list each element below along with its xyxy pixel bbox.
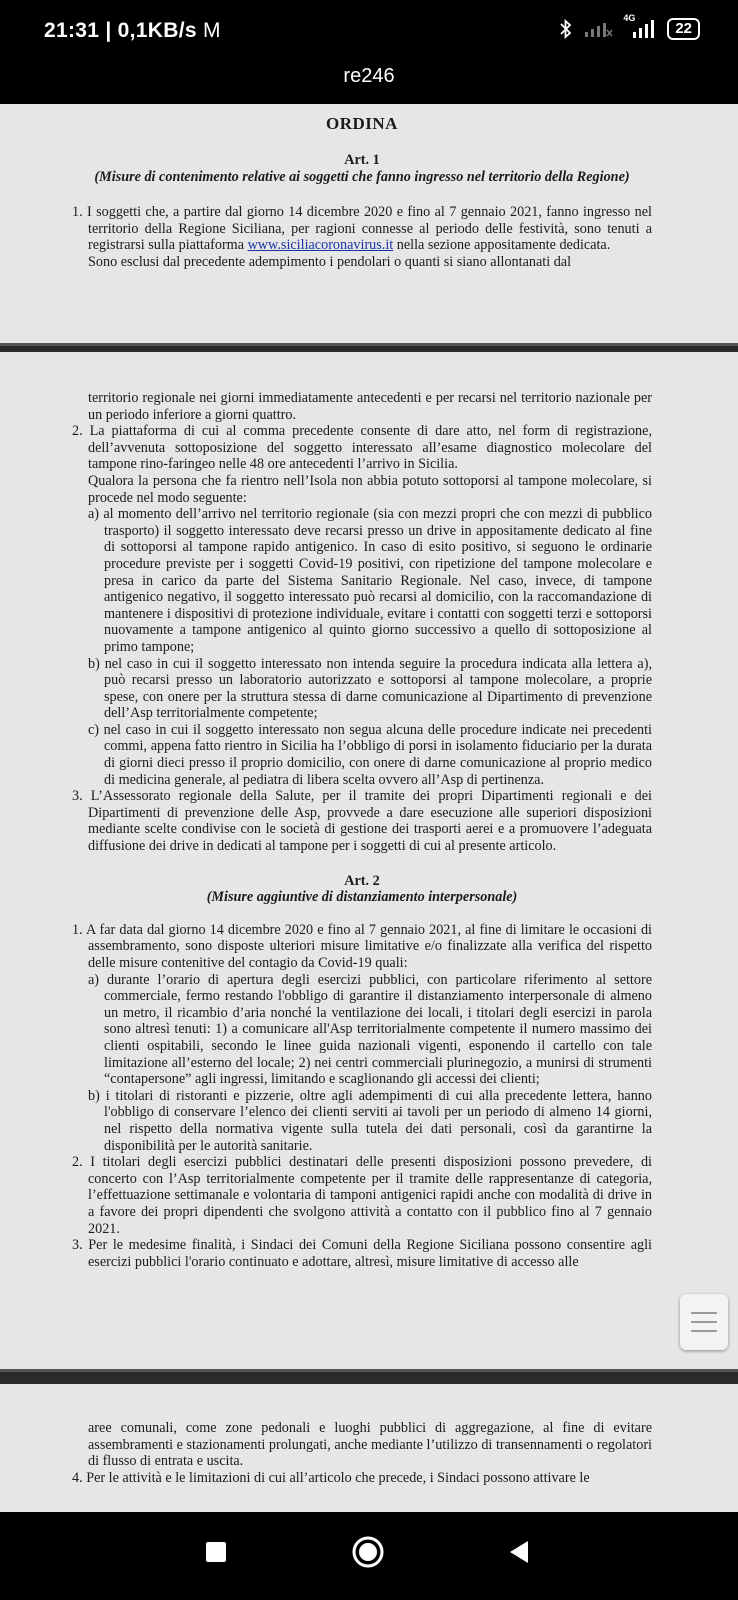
article-2-paragraph-4: 4. Per le attività e le limitazioni di cui all’articolo che precede, i Sindaci possono attivare le xyxy=(72,1469,590,1486)
bluetooth-icon xyxy=(559,19,573,39)
page-heading: ORDINA xyxy=(326,114,398,133)
paragraph-text-pre: 1. I soggetti che, a partire dal giorno 14 dicembre 2020 e fino al 7 gennaio 2021, fanno ingresso nel territorio della Regione Siciliana, per ragioni connesse al periodo delle festività, sono tenuti a registrarsi sulla piattaforma xyxy=(72,204,652,254)
menu-button[interactable] xyxy=(680,1294,728,1350)
article-2-paragraph-3: 3. Per le medesime finalità, i Sindaci dei Comuni della Regione Siciliana possono consentire agli esercizi pubblici l'orario continuato e adottare, altresì, misure limitative di accesso alle xyxy=(72,1237,652,1270)
home-icon[interactable] xyxy=(348,1532,388,1572)
net-label: 4G xyxy=(623,13,636,23)
continued-text: aree comunali, come zone pedonali e luoghi pubblici di aggregazione, al fine di evitare assembramenti e stazionamenti prolungati, anche mediante l’utilizzo di transennamenti o regolatori di flusso di entrata e uscita. xyxy=(88,1420,652,1470)
article-2-list-item-b: b) i titolari di ristoranti e pizzerie, oltre agli adempimenti di cui alla precedente lettera, hanno l'obbligo di conservare l’elenco dei clienti serviti ai tavoli per un periodo di almeno 14 giorni, nel rispetto della normativa vigente sulla tutela dei dati personali, così da garantirne la disponibilità per le autorità sanitarie. xyxy=(88,1087,652,1154)
mail-icon: M xyxy=(202,19,221,42)
status-left xyxy=(44,19,221,43)
article-2-label: Art. 2 xyxy=(344,872,380,889)
paragraph-text-post: nella sezione appositamente dedicata. xyxy=(393,237,611,254)
article-2-list-item-a: a) durante l’orario di apertura degli esercizi pubblici, con particolare riferimento al settore commerciale, fermo restando l'obbligo di garantire il distanziamento interpersonale di almeno un metro, il ricambio d’aria nonché la ventilazione dei locali, i titolari degli esercizi in parola sono altresì tenuti: 1) a comunicare all'Asp territorialmente competente il numero massimo dei clienti ospitabili, secondo le linee guida nazionali vigenti, esponendo il cartello con tale limitazione all’esterno del locale; 2) nei centri commerciali plurinegozio, a munirsi di strumenti “contapersone” agli ingressi, limitando e scaglionando gli accessi dei clienti; xyxy=(88,971,652,1088)
list-item-c: c) nel caso in cui il soggetto interessato non segua alcuna delle procedure indicate nei precedenti commi, appena fatto rientro in Sicilia ha l’obbligo di porsi in isolamento fiduciario per la durata di giorni dieci presso il proprio domicilio, con onere di darne comunicazione al proprio medico di medicina generale, al pediatra di libera scelta ovvero all’Asp di pertinenza. xyxy=(88,721,652,788)
paragraph-text-b: Sono esclusi dal precedente adempimento i pendolari o quanti si siano allontanati dal xyxy=(88,253,572,270)
list-item-a: a) al momento dell’arrivo nel territorio regionale (sia con mezzi propri che con mezzi di pubblico trasporto) il soggetto interessato deve recarsi presso un drive in appositamente dedicato al fine di sottoporsi al tampone rapido antigenico. In caso di esito positivo, si seguono le ordinarie procedure previste per i soggetti Covid-19 positivi, con ripetizione del tampone molecolare e presa in carico da parte del Sistema Sanitario Regionale. Nel caso, invece, di tampone antigenico negativo, il soggetto interessato può recarsi al domicilio, con la raccomandazione di mantenere i dispositivi di protezione individuale, evitare i contatti con soggetti terzi e sottoporsi nuovamente a tampone antigenico al quinto giorno successivo a quello di sottoposizione al primo tampone; xyxy=(88,506,652,655)
menu-line xyxy=(691,1330,717,1332)
article-1-paragraph-2b: Qualora la persona che fa rientro nell’Isola non abbia potuto sottoporsi al tampone molecolare, si procede nel modo seguente: xyxy=(88,472,652,506)
article-2-paragraph-1: 1. A far data dal giorno 14 dicembre 2020 e fino al 7 gennaio 2021, al fine di limitare le occasioni di assembramento, sono disposte ulteriori misure limitative e/o finalizzate alla verifica del rispetto delle misure contenitive del contagio da Covid-19 quali: xyxy=(72,921,652,971)
article-2-paragraph-2: 2. I titolari degli esercizi pubblici destinatari delle presenti disposizioni possono prevedere, di concerto con l’Asp territorialmente competente per il tramite delle rappresentanze di categoria, l’effettuazione settimanale e volontaria di tamponi antigenici rapidi anche con modalità di drive in a favore dei propri dipendenti che svolgono attività a contatto con il pubblico fino al 7 gennaio 2021. xyxy=(72,1154,652,1237)
page-3-body xyxy=(72,1420,652,1486)
pdf-viewer[interactable] xyxy=(0,104,738,1512)
status-bar xyxy=(0,0,738,62)
paragraph-text xyxy=(72,204,652,254)
pdf-page-1 xyxy=(0,104,738,346)
article-1-subtitle: (Misure di contenimento relative ai soggetti che fanno ingresso nel territorio della Regione) xyxy=(94,169,630,185)
continued-text: territorio regionale nei giorni immediatamente antecedenti e per recarsi nel territorio nazionale per un periodo inferiore a giorni quattro. xyxy=(88,390,652,423)
status-time: 21:31 xyxy=(44,19,100,42)
back-icon[interactable] xyxy=(500,1532,540,1572)
document-title: re246 xyxy=(0,62,738,104)
article-2-subtitle: (Misure aggiuntive di distanziamento interpersonale) xyxy=(206,889,518,906)
article-1-paragraph-3: 3. L’Assessorato regionale della Salute, per il tramite dei propri Dipartimenti regionali e dei Dipartimenti di prevenzione delle Asp, provvede a dare esecuzione alle superiori disposizioni mediante scelte condivise con le società di gestione dei trasporti aerei e a promuovere l’adeguata diffusione dei drive in dedicati al tampone per i soggetti di cui al presente articolo. xyxy=(72,788,652,855)
website-link[interactable]: www.siciliacoronavirus.it xyxy=(247,237,394,254)
signal-weak-icon xyxy=(583,20,613,38)
article-1-paragraph-1 xyxy=(72,204,652,270)
page-2-body xyxy=(72,390,652,1270)
signal-4g xyxy=(623,13,657,39)
menu-line xyxy=(691,1321,717,1323)
recent-apps-icon[interactable] xyxy=(196,1532,236,1572)
article-1-label: Art. 1 xyxy=(344,152,380,168)
signal-strong-icon xyxy=(623,19,657,39)
menu-line xyxy=(691,1312,717,1314)
pdf-page-2 xyxy=(0,352,738,1372)
pdf-page-3 xyxy=(0,1384,738,1512)
status-right xyxy=(559,13,700,40)
navigation-bar xyxy=(0,1512,738,1600)
article-1-paragraph-2: 2. La piattaforma di cui al comma precedente consente di dare atto, nel form di registrazione, dell’avvenuta sottoposizione del soggetto interessato all’esame diagnostico molecolare del tampone rino-faringeo nelle 48 ore antecedenti l’arrivo in Sicilia. xyxy=(72,423,652,473)
list-item-b: b) nel caso in cui il soggetto interessato non intenda seguire la procedura indicata alla lettera a), può recarsi presso un laboratorio autorizzato e sottoporsi al tampone molecolare, a proprie spese, con onere per la struttura stessa di darne comunicazione al Dipartimento di prevenzione dell’Asp territorialmente competente; xyxy=(88,655,652,722)
battery-icon: 22 xyxy=(667,18,700,40)
status-speed: | 0,1KB/s xyxy=(105,19,197,42)
